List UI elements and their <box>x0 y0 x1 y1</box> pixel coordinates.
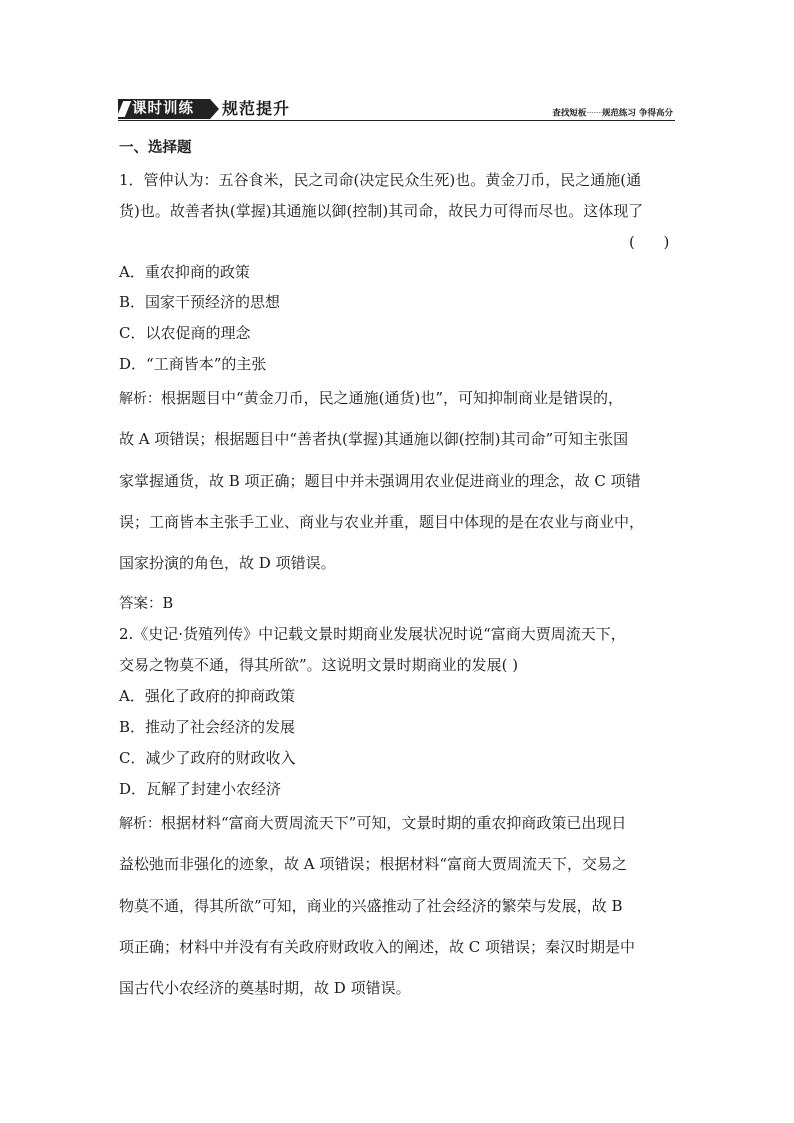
header-tag-arrow-icon <box>210 99 219 119</box>
q1-analysis-line-1 <box>119 388 623 409</box>
q2-option-a: A．强化了政府的抑商政策 <box>119 687 295 705</box>
header-right-text-1: 查找短板 <box>552 108 587 119</box>
q2-option-b: B．推动了社会经济的发展 <box>119 718 296 736</box>
q1-line-2: 货)也。故善者执(掌握)其通施以御(控制)其司命，故民力可得而尽也。这体现了 <box>119 202 644 220</box>
q2-line-2: 交易之物莫不通，得其所欲”。这说明文景时期商业的发展( ) <box>119 656 519 674</box>
q1-analysis-line-3: 家掌握通货，故 B 项正确；题目中并未强调用农业促进商业的理念，故 C 项错 <box>119 472 641 490</box>
q2-analysis-label: 解析： <box>119 816 161 832</box>
q1-analysis-text-1: 根据题目中“黄金刀币，民之通施(通货)也”，可知抑制商业是错误的， <box>161 389 624 407</box>
q2-analysis-text-1: 根据材料“富商大贾周流天下”可知，文景时期的重农抑商政策已出现日 <box>161 814 627 832</box>
header-right-dots: ········· <box>586 110 603 116</box>
page-header <box>118 97 675 123</box>
q2-analysis-line-5: 国古代小农经济的奠基时期，故 D 项错误。 <box>119 979 411 997</box>
q2-analysis-line-1 <box>119 813 626 834</box>
q2-option-d: D．瓦解了封建小农经济 <box>119 780 282 798</box>
q1-line-1: 1．管仲认为：五谷食米，民之司命(决定民众生死)也。黄金刀币，民之通施(通 <box>119 171 642 189</box>
q1-analysis-line-4: 误；工商皆本主张手工业、商业与农业并重，题目中体现的是在农业与商业中， <box>119 513 645 531</box>
section-title: 一、选择题 <box>119 139 192 156</box>
q2-analysis-line-2: 益松弛而非强化的迹象，故 A 项错误；根据材料“富商大贾周流天下，交易之 <box>119 855 628 873</box>
header-title: 规范提升 <box>222 99 291 118</box>
q2-analysis-line-3: 物莫不通，得其所欲”可知，商业的兴盛推动了社会经济的繁荣与发展，故 B <box>119 897 623 915</box>
q1-option-c: C．以农促商的理念 <box>119 324 251 342</box>
q1-option-d: D．“工商皆本”的主张 <box>119 355 267 373</box>
q1-analysis-line-2: 故 A 项错误；根据题目中“善者执(掌握)其通施以御(控制)其司命”可知主张国 <box>119 430 629 448</box>
q1-analysis-line-5: 国家扮演的角色，故 D 项错误。 <box>119 554 336 572</box>
header-rule <box>118 120 675 121</box>
q2-analysis-line-4: 项正确；材料中并没有有关政府财政收入的阐述，故 C 项错误；秦汉时期是中 <box>119 938 636 956</box>
q2-line-1: 2.《史记·货殖列传》中记载文景时期商业发展状况时说“富商大贾周流天下， <box>119 625 626 643</box>
q2-option-c: C．减少了政府的财政收入 <box>119 749 296 767</box>
q1-option-b: B．国家干预经济的思想 <box>119 293 281 311</box>
header-right-text-2: 规范练习 争得高分 <box>602 108 673 119</box>
q1-analysis-label: 解析： <box>119 391 161 407</box>
q1-answer-blank: ( ) <box>629 233 670 251</box>
header-tag-label: 课时训练 <box>118 99 210 119</box>
q1-option-a: A．重农抑商的政策 <box>119 263 250 281</box>
q1-answer: 答案：B <box>119 596 174 612</box>
header-right-text <box>552 107 673 120</box>
